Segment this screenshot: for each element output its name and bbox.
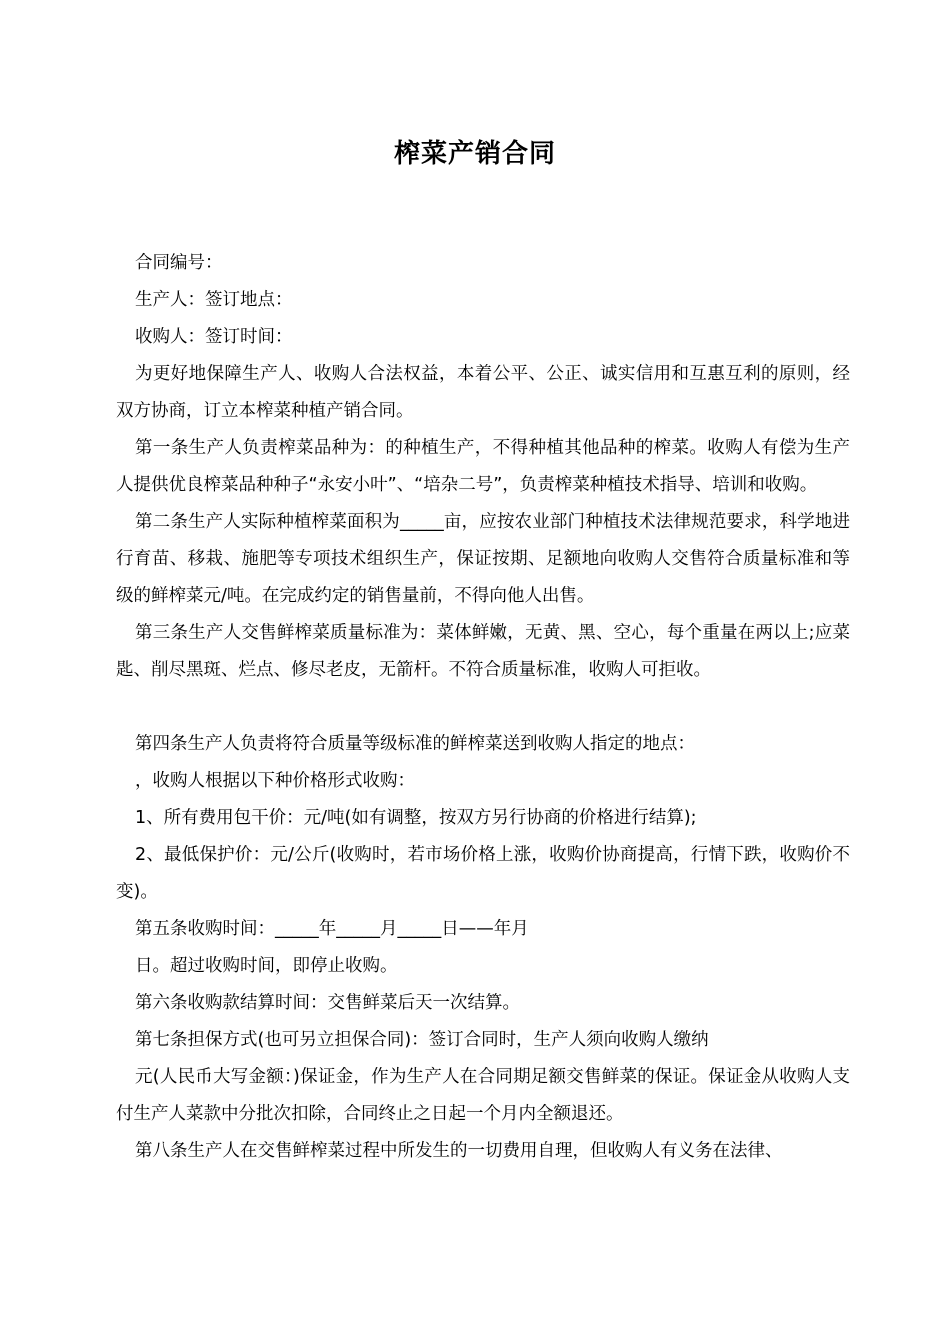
article-5-line: 第五条收购时间：_____年_____月_____日——年月 xyxy=(135,919,529,939)
preamble-paragraph: 为更好地保障生产人、收购人合法权益，本着公平、公正、诚实信用和互惠互利的原则，经双方协商，订立本榨菜种植产销合同。 xyxy=(116,364,850,421)
contract-body xyxy=(116,245,850,1170)
article-6-line: 第六条收购款结算时间：交售鲜菜后天一次结算。 xyxy=(135,993,520,1013)
price-option-2-paragraph: 2、最低保护价：元/公斤(收购时，若市场价格上涨，收购价协商提高，行情下跌，收购价不变)。 xyxy=(116,845,850,902)
article-1-paragraph: 第一条生产人负责榨菜品种为：的种植生产，不得种植其他品种的榨菜。收购人有偿为生产人提供优良榨菜品种种子“永安小叶”、“培杂二号”，负责榨菜种植技术指导、培训和收购。 xyxy=(116,438,850,495)
price-form-line: ，收购人根据以下种价格形式收购： xyxy=(135,771,415,791)
article-3-paragraph: 第三条生产人交售鲜榨菜质量标准为：菜体鲜嫩，无黄、黑、空心，每个重量在两以上;应菜匙、削尽黑斑、烂点、修尽老皮，无箭杆。不符合质量标准，收购人可拒收。 xyxy=(116,623,850,680)
article-5-continuation-line: 日。超过收购时间，即停止收购。 xyxy=(135,956,398,976)
article-7-line: 第七条担保方式(也可另立担保合同)：签订合同时，生产人须向收购人缴纳 xyxy=(135,1030,709,1050)
contract-number-line: 合同编号： xyxy=(135,253,223,273)
article-2-paragraph: 第二条生产人实际种植榨菜面积为_____亩，应按农业部门种植技术法律规范要求，科学地进行育苗、移栽、施肥等专项技术组织生产，保证按期、足额地向收购人交售符合质量标准和等级的鲜榨菜元/吨。在完成约定的销售量前，不得向他人出售。 xyxy=(116,512,850,606)
producer-signing-place-line: 生产人：签订地点： xyxy=(135,290,293,310)
article-4-paragraph: 第四条生产人负责将符合质量等级标准的鲜榨菜送到收购人指定的地点： xyxy=(135,734,695,754)
price-option-1-line: 1、所有费用包干价：元/吨(如有调整，按双方另行协商的价格进行结算); xyxy=(135,808,697,828)
document-title: 榨菜产销合同 xyxy=(393,139,556,169)
article-8-paragraph: 第八条生产人在交售鲜榨菜过程中所发生的一切费用自理，但收购人有义务在法律、 xyxy=(135,1141,783,1161)
purchaser-signing-time-line: 收购人：签订时间： xyxy=(135,327,293,347)
article-7-deposit-paragraph: 元(人民币大写金额：)保证金，作为生产人在合同期足额交售鲜菜的保证。保证金从收购人支付生产人菜款中分批次扣除，合同终止之日起一个月内全额退还。 xyxy=(116,1067,850,1124)
